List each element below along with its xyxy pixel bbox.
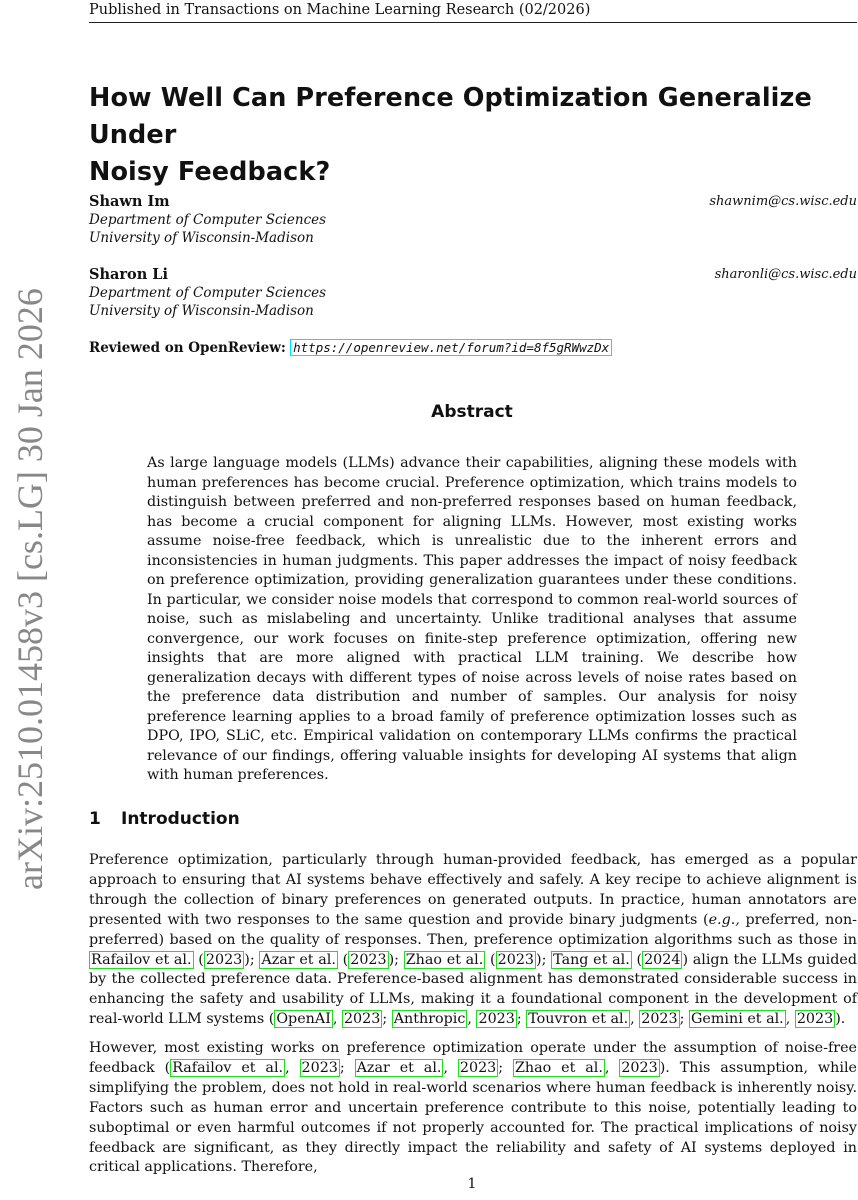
section-title: Introduction: [121, 809, 240, 829]
section-heading: [89, 809, 240, 829]
openreview-link[interactable]: https://openreview.net/forum?id=8f5gRWwzDx: [290, 339, 612, 356]
intro-paragraph-2: However, most existing works on preference optimization operate under the assumption of noise-free feedback ( Rafailov et al. , 2023 ; Azar et al. , 2023 ; Zhao et al. , 2023 ). This assumption, while simplifying the problem, does not hold in real-world scenarios where human feedback is inherently noisy. Factors such as human error and uncertain preference contribute to this noise, potentially leading to suboptimal or even harmful outcomes if not properly accounted for. The practical implications of noisy feedback are significant, as they directly impact the reliability and safety of AI systems deployed in critical applications. Therefore,: [89, 1040, 857, 1176]
running-header: Published in Transactions on Machine Learning Research (02/2026): [89, 0, 857, 23]
author-email[interactable]: shawnim@cs.wisc.edu: [709, 194, 857, 209]
abstract-body: As large language models (LLMs) advance their capabilities, aligning these models with human preferences has become crucial. Preference optimization, which trains models to distinguish between preferred and non-preferred responses based on human feedback, has become a crucial component for aligning LLMs. However, most existing works assume noise-free feedback, which is unrealistic due to the inherent errors and inconsistencies in human judgments. This paper addresses the impact of noisy feedback on preference optimization, providing generalization guarantees under these conditions. In particular, we consider noise models that correspond to common real-world sources of noise, such as mislabeling and uncertainty. Unlike traditional analyses that assume convergence, our work focuses on finite-step preference optimization, offering new insights that are more aligned with practical LLM training. We describe how generalization decays with different types of noise across levels of noise rates based on the preference data distribution and number of samples. Our analysis for noisy preference learning applies to a broad family of preference optimization losses such as DPO, IPO, SLiC, etc. Empirical validation on contemporary LLMs confirms the practical relevance of our findings, offering valuable insights for developing AI systems that align with human preferences.: [147, 455, 797, 783]
page-number: 1: [467, 1176, 477, 1192]
citation-link[interactable]: OpenAI: [276, 1011, 331, 1028]
citation-year-link[interactable]: 2023: [621, 1059, 658, 1076]
citation-link[interactable]: Rafailov et al.: [91, 951, 192, 968]
citation-link[interactable]: Azar et al.: [261, 951, 336, 968]
author-email[interactable]: sharonli@cs.wisc.edu: [714, 267, 857, 282]
citation-year-link[interactable]: 2023: [478, 1011, 515, 1028]
citation-link[interactable]: Azar et al.: [356, 1059, 442, 1076]
citation-year-link[interactable]: 2024: [644, 951, 681, 968]
citation-year-link[interactable]: 2023: [301, 1059, 338, 1076]
reviewed-label: Reviewed on OpenReview:: [89, 340, 286, 356]
citation-link[interactable]: Rafailov et al.: [172, 1059, 284, 1076]
author-name: Shawn Im: [89, 193, 170, 210]
author-name: Sharon Li: [89, 266, 169, 283]
citation-year-link[interactable]: 2023: [796, 1011, 834, 1028]
citation-year-link[interactable]: 2023: [350, 951, 387, 968]
intro-paragraph-1: Preference optimization, particularly through human-provided feedback, has emerged as a popular approach to ensuring that AI systems behave effectively and safely. A key recipe to achieve alignment is through the collection of binary preferences on generated outputs. In practice, human annotators are presented with two responses to the same question and provide binary judgments (e.g., preferred, non-preferred) based on the quality of responses. Then, preference optimization algorithms such as those in Rafailov et al. ( 2023 ); Azar et al. ( 2023 ); Zhao et al. ( 2023 ); Tang et al. ( 2024 ) align the LLMs guided by the collected preference data. Preference-based alignment has demonstrated considerable success in enhancing the safety and usability of LLMs, making it a foundational component in the development of real-world LLM systems ( OpenAI , 2023 ; Anthropic , 2023 ; Touvron et al. , 2023 ; Gemini et al. , 2023 ).: [89, 852, 858, 1028]
citation-link[interactable]: Touvron et al.: [528, 1011, 629, 1028]
paper-title: [89, 80, 858, 191]
citation-link[interactable]: Zhao et al.: [405, 951, 484, 968]
citation-year-link[interactable]: 2023: [343, 1011, 381, 1028]
author-block-1: [89, 193, 857, 247]
citation-link[interactable]: Anthropic: [393, 1011, 466, 1028]
citation-link[interactable]: Gemini et al.: [691, 1011, 784, 1028]
citation-year-link[interactable]: 2023: [641, 1011, 678, 1028]
citation-year-link[interactable]: 2023: [497, 951, 535, 968]
title-line-2: Noisy Feedback?: [89, 157, 331, 187]
author-university: University of Wisconsin-Madison: [89, 303, 314, 319]
author-block-2: [89, 266, 857, 320]
citation-link[interactable]: Zhao et al.: [514, 1059, 603, 1076]
citation-year-link[interactable]: 2023: [205, 951, 243, 968]
reviewed-line: [89, 339, 612, 357]
author-department: Department of Computer Sciences: [89, 212, 327, 228]
arxiv-stamp: arXiv:2510.01458v3 [cs.LG] 30 Jan 2026: [10, 288, 50, 890]
section-number: 1: [89, 809, 101, 829]
author-department: Department of Computer Sciences: [89, 285, 327, 301]
author-university: University of Wisconsin-Madison: [89, 230, 314, 246]
citation-year-link[interactable]: 2023: [459, 1059, 497, 1076]
abstract-heading: Abstract: [431, 402, 513, 422]
citation-link[interactable]: Tang et al.: [553, 951, 630, 968]
title-line-1: How Well Can Preference Optimization Generalize Under: [89, 83, 812, 150]
